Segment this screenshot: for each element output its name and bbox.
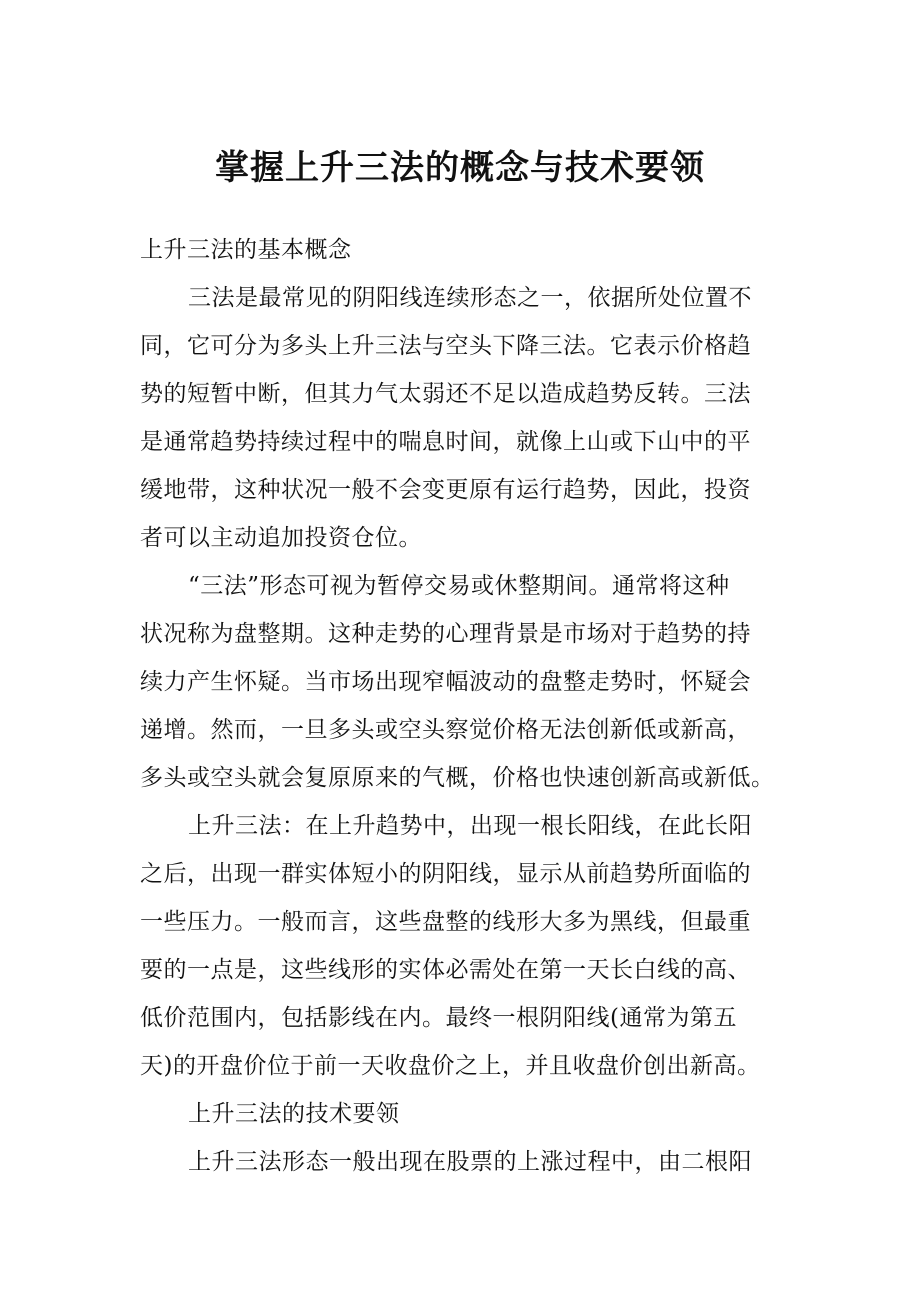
paragraph-3-line: 一些压力。一般而言，这些盘整的线形大多为黑线，但最重 [140, 909, 751, 935]
paragraph-3-line: 低价范围内，包括影线在内。最终一根阴阳线(通常为第五 [140, 1005, 737, 1031]
paragraph-2-line: “三法”形态可视为暂停交易或休整期间。通常将这种 [188, 573, 730, 599]
paragraph-1-line: 势的短暂中断，但其力气太弱还不足以造成趋势反转。三法 [140, 381, 751, 407]
paragraph-3 [140, 802, 800, 1090]
paragraph-3-line: 上升三法：在上升趋势中，出现一根长阳线，在此长阳 [188, 813, 752, 839]
paragraph-3-line: 要的一点是，这些线形的实体必需处在第一天长白线的高、 [140, 957, 751, 983]
section-heading-basic-concept: 上升三法的基本概念 [140, 237, 352, 263]
paragraph-2-line: 多头或空头就会复原原来的气概，价格也快速创新高或新低。 [140, 765, 775, 791]
paragraph-1-line: 者可以主动追加投资仓位。 [140, 525, 422, 551]
paragraph-1-line: 是通常趋势持续过程中的喘息时间，就像上山或下山中的平 [140, 429, 751, 455]
paragraph-2-line: 状况称为盘整期。这种走势的心理背景是市场对于趋势的持 [140, 621, 751, 647]
paragraph-1-line: 缓地带，这种状况一般不会变更原有运行趋势，因此，投资 [140, 477, 751, 503]
paragraph-4-line: 上升三法形态一般出现在股票的上涨过程中，由二根阳 [188, 1149, 752, 1175]
paragraph-1-line: 同，它可分为多头上升三法与空头下降三法。它表示价格趋 [140, 333, 751, 359]
paragraph-2-line: 递增。然而，一旦多头或空头察觉价格无法创新低或新高， [140, 717, 751, 743]
paragraph-2 [140, 562, 800, 802]
paragraph-1 [140, 274, 800, 562]
paragraph-2-line: 续力产生怀疑。当市场出现窄幅波动的盘整走势时，怀疑会 [140, 669, 751, 695]
document-body [140, 226, 800, 1186]
paragraph-4 [140, 1138, 800, 1186]
document-title: 掌握上升三法的概念与技术要领 [215, 148, 705, 188]
section-heading-technical-points: 上升三法的技术要领 [188, 1101, 400, 1127]
paragraph-3-line: 天)的开盘价位于前一天收盘价之上，并且收盘价创出新高。 [140, 1053, 761, 1079]
paragraph-3-line: 之后，出现一群实体短小的阴阳线，显示从前趋势所面临的 [140, 861, 751, 887]
paragraph-1-line: 三法是最常见的阴阳线连续形态之一，依据所处位置不 [188, 285, 752, 311]
